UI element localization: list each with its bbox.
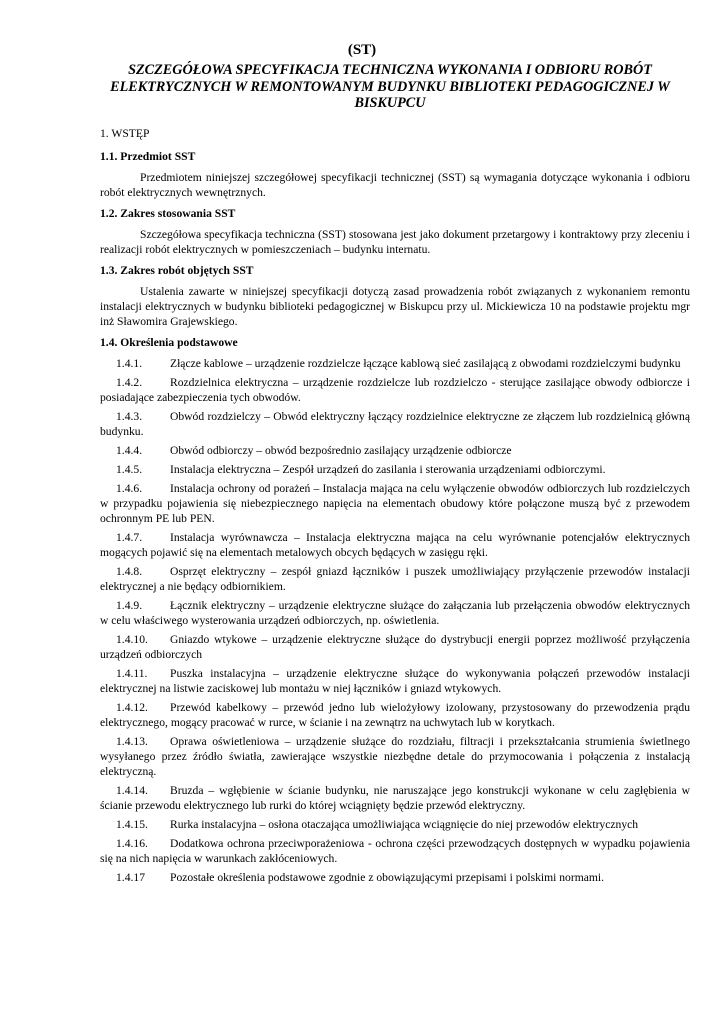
definition-item [100, 356, 690, 371]
definition-text: Łącznik elektryczny – urządzenie elektryczne służące do załączania lub przełączenia obwodów elektrycznych w celu właściwego wysterowania urządzeń odbiorczych, np. oświetlenia. [100, 599, 690, 627]
definition-item [100, 564, 690, 594]
section-1-1-text: Przedmiotem niniejszej szczegółowej specyfikacji technicznej (SST) są wymagania dotyczące wykonania i odbioru robót elektrycznych wewnętrznych. [100, 171, 690, 199]
definition-item [100, 734, 690, 779]
section-1-heading: 1. WSTĘP [100, 127, 150, 140]
definition-text: Rozdzielnica elektryczna – urządzenie rozdzielcze lub rozdzielczo - sterujące zasilające obwody odbiorcze i posiadające zabezpieczenia tych obwodów. [100, 376, 690, 404]
definition-number: 1.4.10. [116, 633, 148, 646]
section-1-3-heading: 1.3. Zakres robót objętych SST [100, 264, 254, 277]
definition-number: 1.4.11. [116, 667, 148, 680]
definition-number: 1.4.5. [116, 463, 143, 476]
definition-number: 1.4.1. [116, 357, 143, 370]
definition-text: Dodatkowa ochrona przeciwporażeniowa - ochrona części przewodzących dostępnych w wypadku pojawienia się na nich napięcia w warunkach zakłóceniowych. [100, 837, 690, 865]
definition-number: 1.4.17 [116, 871, 145, 884]
section-1-4-heading: 1.4. Określenia podstawowe [100, 336, 238, 349]
definition-text: Instalacja elektryczna – Zespół urządzeń do zasilania i sterowania urządzeniami odbiorczymi. [170, 463, 606, 476]
definition-number: 1.4.14. [116, 784, 148, 797]
definition-number: 1.4.8. [116, 565, 143, 578]
section-1-2-text: Szczegółowa specyfikacja techniczna (SST) stosowana jest jako dokument przetargowy i kontraktowy przy zleceniu i realizacji robót elektrycznych w pomieszczeniach – budynku internatu. [100, 228, 690, 256]
definition-number: 1.4.3. [116, 410, 143, 423]
definition-text: Rurka instalacyjna – osłona otaczająca umożliwiająca wciągnięcie do niej przewodów elektrycznych [170, 818, 639, 831]
definition-item [100, 783, 690, 813]
definition-number: 1.4.7. [116, 531, 143, 544]
definition-text: Instalacja wyrównawcza – Instalacja elektryczna mająca na celu wyrównanie potencjałów elektrycznych mogących pojawić się na elementach metalowych obcych będących w zasięgu ręki. [100, 531, 690, 559]
definition-number: 1.4.6. [116, 482, 143, 495]
definition-text: Przewód kabelkowy – przewód jedno lub wielożyłowy izolowany, przystosowany do przewodzenia prądu elektrycznego, mogący pracować w rurce, w ścianie i na zewnątrz na uchwytach lub w korytkach. [100, 701, 690, 729]
definition-number: 1.4.15. [116, 818, 148, 831]
definition-number: 1.4.2. [116, 376, 143, 389]
definition-item [100, 632, 690, 662]
definition-item [100, 481, 690, 526]
section-1-3-text: Ustalenia zawarte w niniejszej specyfikacji dotyczą zasad prowadzenia robót związanych z wykonaniem remontu instalacji elektrycznych w budynku biblioteki pedagogicznej w Biskupcu przy ul. Mickiewicza 10 na podstawie projektu mgr inż Sławomira Grajewskiego. [100, 285, 690, 328]
document-body [100, 126, 690, 889]
document-code: (ST) [347, 42, 377, 58]
definition-item [100, 598, 690, 628]
definition-number: 1.4.9. [116, 599, 143, 612]
definition-number: 1.4.12. [116, 701, 148, 714]
definition-item [100, 817, 690, 832]
definition-text: Bruzda – wgłębienie w ścianie budynku, nie naruszające jego konstrukcji wykonane w celu zagłębienia w ścianie przewodu elektrycznego lub rurki do której wciągnięty będzie przewód elektryczny. [100, 784, 690, 812]
definition-number: 1.4.13. [116, 735, 148, 748]
definition-item [100, 443, 690, 458]
definition-text: Puszka instalacyjna – urządzenie elektryczne służące do wykonywania połączeń przewodów instalacji elektrycznej na listwie zaciskowej lub montażu w niej łączników i gniazd wtykowych. [100, 667, 690, 695]
definition-number: 1.4.4. [116, 444, 143, 457]
definition-text: Pozostałe określenia podstawowe zgodnie z obowiązującymi przepisami i polskimi normami. [170, 871, 605, 884]
definition-item [100, 870, 690, 885]
definition-text: Oprawa oświetleniowa – urządzenie służące do rozdziału, filtracji i przekształcania strumienia świetlnego wysyłanego przez źródło światła, zawierające wszystkie niezbędne detale do przymocowania i połączenia z instalacją elektryczną. [100, 735, 690, 778]
definition-item [100, 666, 690, 696]
section-1-2-heading: 1.2. Zakres stosowania SST [100, 207, 236, 220]
definition-number: 1.4.16. [116, 837, 148, 850]
definitions-list [100, 356, 690, 885]
definition-text: Obwód rozdzielczy – Obwód elektryczny łączący rozdzielnice elektryczne ze złączem lub rozdzielnicą główną budynku. [100, 410, 690, 438]
definition-item [100, 375, 690, 405]
definition-text: Obwód odbiorczy – obwód bezpośrednio zasilający urządzenie odbiorcze [170, 444, 512, 457]
definition-item [100, 409, 690, 439]
definition-item [100, 530, 690, 560]
definition-text: Osprzęt elektryczny – zespół gniazd łączników i puszek umożliwiający przyłączenie przewodów instalacji elektrycznej a nie będący odbiornikiem. [100, 565, 690, 593]
section-1-1-heading: 1.1. Przedmiot SST [100, 150, 196, 163]
definition-text: Instalacja ochrony od porażeń – Instalacja mająca na celu wyłączenie obwodów odbiorczych lub rozdzielczych w przypadku pojawienia się niebezpiecznego napięcia na elementach obudowy które połączone muszą być z przewodem ochronnym PE lub PEN. [100, 482, 690, 525]
definition-item [100, 700, 690, 730]
definition-item [100, 462, 690, 477]
document-title: SZCZEGÓŁOWA SPECYFIKACJA TECHNICZNA WYKONANIA I ODBIORU ROBÓT ELEKTRYCZNYCH W REMONTOWANYM BUDYNKU BIBLIOTEKI PEDAGOGICZNEJ W BISKUPCU [110, 62, 670, 112]
definition-item [100, 836, 690, 866]
definition-text: Gniazdo wtykowe – urządzenie elektryczne służące do dystrybucji energii poprzez możliwość przyłączenia urządzeń odbiorczych [100, 633, 690, 661]
definition-text: Złącze kablowe – urządzenie rozdzielcze łączące kablową sieć zasilającą z obwodami rozdzielczymi budynku [170, 357, 681, 370]
